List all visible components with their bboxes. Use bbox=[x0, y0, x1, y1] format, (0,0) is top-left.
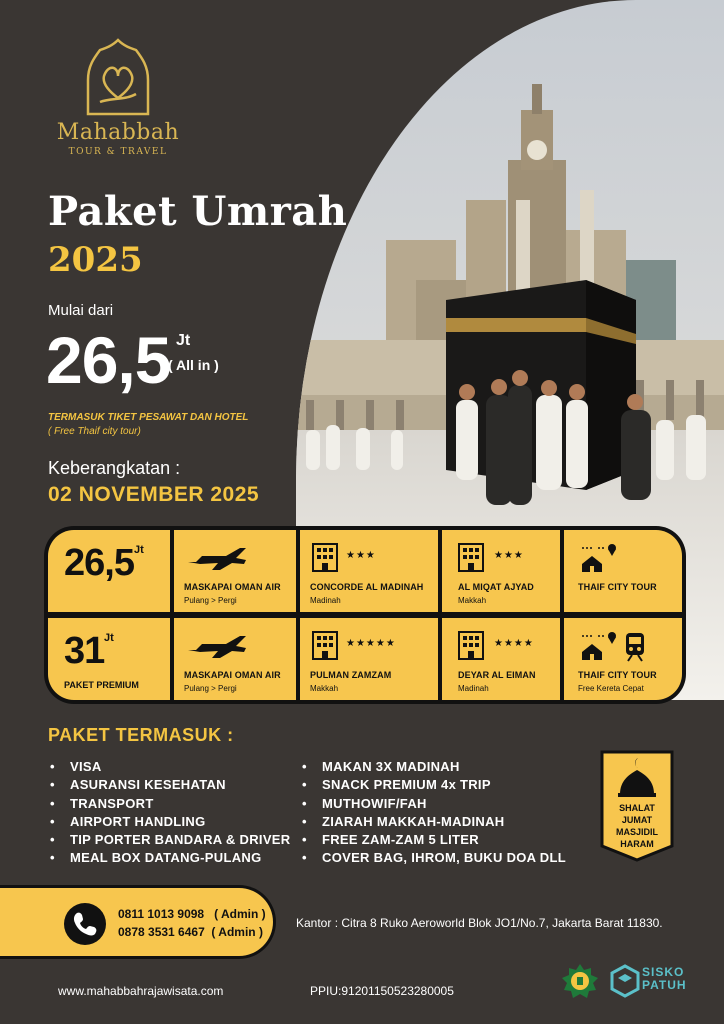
hotel-cell bbox=[300, 530, 438, 612]
departure-date: 02 NOVEMBER 2025 bbox=[48, 483, 260, 506]
inclusions-list-left bbox=[46, 758, 290, 868]
hotel-icon bbox=[312, 542, 338, 572]
hotel-stars: ★★★★ bbox=[494, 638, 534, 649]
brand-name: Mahabbah bbox=[56, 120, 180, 145]
hotel-city: Makkah bbox=[310, 684, 339, 693]
ppiu-number: PPIU:91201150523280005 bbox=[310, 984, 454, 998]
price-prefix: Mulai dari bbox=[48, 302, 114, 319]
list-item: • FREE ZAM-ZAM 5 LITER bbox=[298, 831, 566, 849]
website-link[interactable]: www.mahabbahrajawisata.com bbox=[58, 984, 224, 998]
tour-cell bbox=[564, 530, 682, 612]
airline-cell bbox=[174, 618, 296, 700]
badge-text bbox=[600, 802, 674, 850]
headline-year: 2025 bbox=[48, 240, 143, 280]
phone-number[interactable]: 0811 1013 9098 ( Admin ) bbox=[118, 907, 266, 921]
badge-line: JUMAT bbox=[621, 815, 653, 825]
hotel-stars: ★★★ bbox=[494, 550, 524, 561]
office-address: Kantor : Citra 8 Ruko Aeroworld Blok JO1/No.7, Jakarta Barat 11830. bbox=[296, 916, 663, 930]
package-price-cell bbox=[48, 530, 170, 612]
airline-cell bbox=[174, 530, 296, 612]
train-icon bbox=[624, 632, 646, 662]
inclusions-list-right bbox=[298, 758, 566, 868]
hotel-stars: ★★★ bbox=[346, 550, 376, 561]
list-item: • MAKAN 3X MADINAH bbox=[298, 758, 566, 776]
includes-note-line2: ( Free Thaif city tour) bbox=[48, 426, 141, 437]
hotel-name: CONCORDE AL MADINAH bbox=[310, 582, 424, 592]
airline-route: Pulang > Pergi bbox=[184, 596, 237, 605]
tour-name: THAIF CITY TOUR bbox=[578, 582, 657, 592]
hotel-cell bbox=[442, 530, 560, 612]
package-row bbox=[48, 530, 682, 612]
list-item: • TRANSPORT bbox=[46, 795, 290, 813]
list-item: • ASURANSI KESEHATAN bbox=[46, 776, 290, 794]
badge-line: HARAM bbox=[620, 839, 654, 849]
brand-tagline: TOUR & TRAVEL bbox=[68, 147, 168, 157]
hotel-icon bbox=[458, 630, 484, 660]
airline-name: MASKAPAI OMAN AIR bbox=[184, 670, 281, 680]
contact-panel bbox=[0, 885, 276, 959]
list-item: • VISA bbox=[46, 758, 290, 776]
package-price-unit: Jt bbox=[104, 632, 114, 644]
inclusions-title: PAKET TERMASUK : bbox=[48, 725, 234, 745]
price-unit: Jt bbox=[176, 332, 191, 349]
sisko-line: PATUH bbox=[642, 978, 687, 992]
package-label: PAKET PREMIUM bbox=[64, 680, 139, 690]
list-item: • AIRPORT HANDLING bbox=[46, 813, 290, 831]
sisko-patuh-text bbox=[642, 966, 687, 992]
brand-logo bbox=[48, 36, 188, 157]
package-table bbox=[44, 526, 686, 704]
package-row bbox=[48, 618, 682, 700]
phone-number[interactable]: 0878 3531 6467 ( Admin ) bbox=[118, 925, 263, 939]
tour-note: Free Kereta Cepat bbox=[578, 684, 644, 693]
list-item: • COVER BAG, IHROM, BUKU DOA DLL bbox=[298, 849, 566, 867]
price-value: 26,5 bbox=[46, 323, 171, 397]
phone-icon bbox=[64, 903, 106, 945]
badge-line: MASJIDIL bbox=[615, 827, 658, 837]
package-price: 31 bbox=[64, 630, 105, 672]
hotel-name: PULMAN ZAMZAM bbox=[310, 670, 392, 680]
kemenag-logo-icon bbox=[560, 962, 600, 1002]
tour-name: THAIF CITY TOUR bbox=[578, 670, 657, 680]
hotel-stars: ★★★★★ bbox=[346, 638, 396, 649]
hotel-name: AL MIQAT AJYAD bbox=[458, 582, 534, 592]
hotel-city: Madinah bbox=[310, 596, 341, 605]
price-note: ( All in ) bbox=[168, 357, 219, 373]
package-price-unit: Jt bbox=[134, 544, 144, 556]
headline-title: Paket Umrah bbox=[48, 188, 348, 235]
city-tour-icon bbox=[578, 542, 618, 574]
list-item: • MEAL BOX DATANG-PULANG bbox=[46, 849, 290, 867]
sisko-line: SISKO bbox=[642, 965, 685, 979]
list-item: • TIP PORTER BANDARA & DRIVER bbox=[46, 831, 290, 849]
airline-route: Pulang > Pergi bbox=[184, 684, 237, 693]
tour-cell bbox=[564, 618, 682, 700]
package-price-cell bbox=[48, 618, 170, 700]
hotel-city: Madinah bbox=[458, 684, 489, 693]
jumat-badge bbox=[600, 750, 674, 862]
logo-emblem-icon bbox=[78, 36, 158, 116]
hotel-name: DEYAR AL EIMAN bbox=[458, 670, 536, 680]
phone-icon-wrap bbox=[64, 903, 106, 945]
airline-name: MASKAPAI OMAN AIR bbox=[184, 582, 281, 592]
hotel-city: Makkah bbox=[458, 596, 487, 605]
city-tour-icon bbox=[578, 630, 618, 662]
departure-label: Keberangkatan : bbox=[48, 458, 181, 478]
hotel-cell bbox=[442, 618, 560, 700]
list-item: • SNACK PREMIUM 4x TRIP bbox=[298, 776, 566, 794]
includes-note-line1: TERMASUK TIKET PESAWAT DAN HOTEL bbox=[48, 412, 249, 423]
airplane-icon bbox=[186, 630, 250, 660]
list-item: • ZIARAH MAKKAH-MADINAH bbox=[298, 813, 566, 831]
package-price: 26,5 bbox=[64, 542, 134, 584]
badge-line: SHALAT bbox=[619, 803, 655, 813]
hotel-cell bbox=[300, 618, 438, 700]
hotel-icon bbox=[312, 630, 338, 660]
list-item: • MUTHOWIF/FAH bbox=[298, 795, 566, 813]
sisko-patuh-logo-icon bbox=[610, 964, 640, 998]
hotel-icon bbox=[458, 542, 484, 572]
airplane-icon bbox=[186, 542, 250, 572]
